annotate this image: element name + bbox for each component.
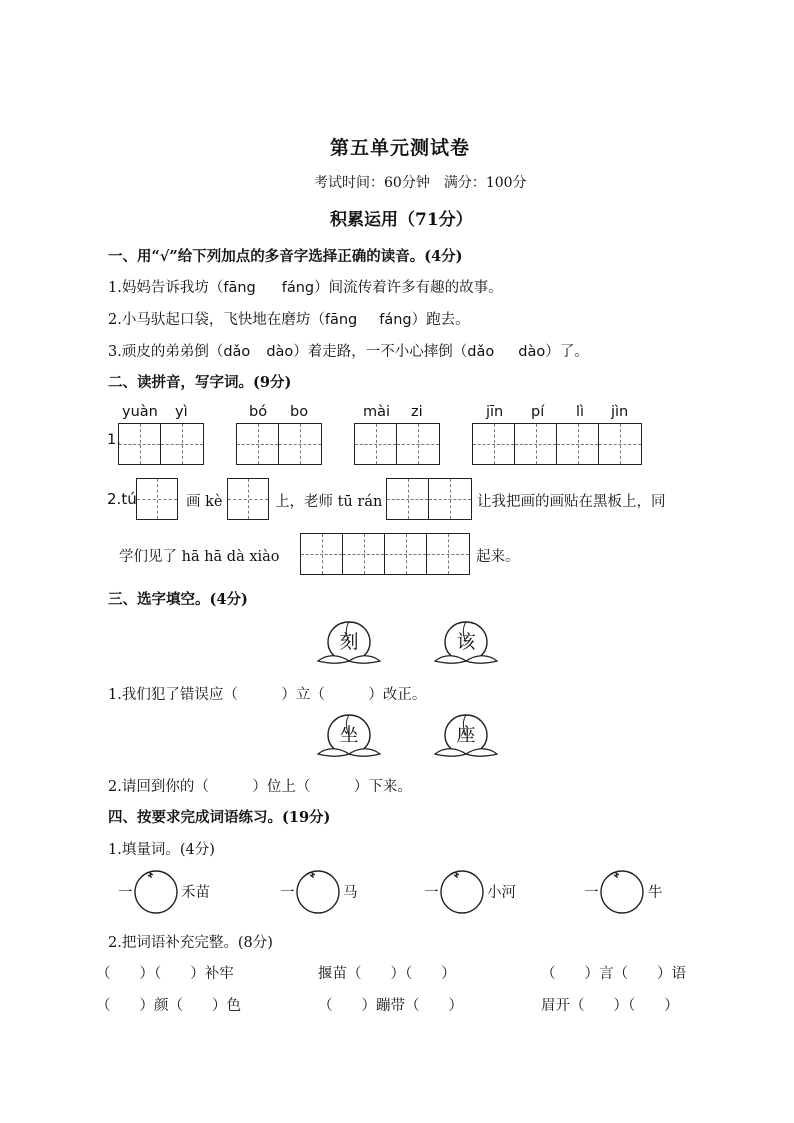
measure-noun: 小河	[487, 885, 516, 901]
q2-row2-text-ke: 画 kè	[186, 494, 223, 510]
measure-noun: 牛	[648, 885, 663, 901]
apple-icon	[295, 866, 345, 916]
q1-item-3-opt4[interactable]: dào	[518, 344, 546, 360]
pinyin-label: jīn	[486, 404, 504, 420]
pinyin-label: jìn	[611, 404, 629, 420]
q1-item-3-opt1[interactable]: dǎo	[223, 344, 251, 360]
tianzi-grid-maizi[interactable]	[354, 423, 440, 465]
idiom-fill-item[interactable]: 眉开（ ）（ ）	[541, 998, 679, 1014]
pinyin-label: yì	[175, 404, 188, 420]
apple-icon	[133, 866, 183, 916]
q1-item-3-before: 3.顽皮的弟弟倒（	[108, 344, 224, 360]
pinyin-label: pí	[531, 404, 545, 420]
q3-heading: 三、选字填空。(4分)	[108, 591, 248, 608]
measure-noun: 马	[343, 885, 358, 901]
q2-row2-text-turan: 上，老师 tū rán	[275, 494, 383, 510]
q3-sentence-2: 2.请回到你的（ ）位上（ ）下来。	[108, 779, 412, 795]
measure-prefix: 一	[424, 885, 439, 901]
measure-prefix: 一	[280, 885, 295, 901]
peach-char: 座	[456, 724, 476, 746]
q2-heading: 二、读拼音，写字词。(9分)	[108, 374, 292, 391]
q1-item-1	[108, 276, 503, 297]
q1-item-3	[108, 340, 589, 361]
measure-noun: 禾苗	[181, 885, 210, 901]
tianzi-grid-yuanyi[interactable]	[118, 423, 204, 465]
pinyin-label: zi	[411, 404, 423, 420]
q2-row3-text: 学们见了 hā hā dà xiào	[119, 549, 280, 565]
apple-answer-blank[interactable]	[599, 866, 649, 916]
pinyin-label: bó	[249, 404, 268, 420]
q1-item-2-opt2[interactable]: fáng	[379, 312, 412, 328]
q1-item-3-opt2[interactable]: dào	[266, 344, 294, 360]
tianzi-grid-jinpilijin[interactable]	[472, 423, 642, 465]
q1-item-2-opt1[interactable]: fāng	[324, 312, 358, 328]
peach-char: 刻	[339, 631, 359, 653]
q1-item-2-before: 2.小马驮起口袋，飞快地在磨坊（	[108, 312, 325, 328]
q1-item-3-after2: ）了。	[545, 344, 589, 360]
q1-item-2	[108, 308, 470, 329]
idiom-fill-item[interactable]: （ ）（ ）补牢	[96, 966, 234, 982]
measure-prefix: 一	[584, 885, 599, 901]
idiom-fill-item[interactable]: （ ）言（ ）语	[541, 966, 686, 982]
q4-sub1: 1.填量词。(4分)	[108, 842, 215, 858]
measure-prefix: 一	[118, 885, 133, 901]
idiom-fill-item[interactable]: 揠苗（ ）（ ）	[318, 966, 456, 982]
peach-char: 坐	[339, 724, 359, 746]
q2-row2-text-cont: 让我把画的画贴在黑板上，同	[477, 494, 666, 510]
q1-item-1-opt1[interactable]: fāng	[223, 280, 256, 296]
q4-heading: 四、按要求完成词语练习。(19分)	[108, 809, 331, 826]
section-title: 积累运用（71分）	[330, 210, 473, 230]
apple-answer-blank[interactable]	[439, 866, 489, 916]
q4-sub2: 2.把词语补充完整。(8分)	[108, 935, 273, 951]
tianzi-grid-ke[interactable]	[227, 478, 269, 520]
q2-row2-number: 2.tú	[107, 490, 137, 508]
q3-sentence-1: 1.我们犯了错误应（ ）立（ ）改正。	[108, 687, 427, 703]
q1-item-2-after: ）跑去。	[411, 312, 470, 328]
q1-item-1-after: ）间流传着许多有趣的故事。	[314, 280, 503, 296]
tianzi-grid-hahadaxiao[interactable]	[300, 533, 470, 575]
idiom-fill-item[interactable]: （ ）颜（ ）色	[96, 998, 241, 1014]
apple-answer-blank[interactable]	[133, 866, 183, 916]
page-title: 第五单元测试卷	[330, 137, 471, 159]
peach-option[interactable]	[314, 618, 384, 668]
q1-heading: 一、用“√”给下列加点的多音字选择正确的读音。(4分)	[108, 248, 463, 265]
tianzi-grid-turan[interactable]	[386, 478, 472, 520]
pinyin-label: lì	[576, 404, 585, 420]
idiom-fill-item[interactable]: （ ）蹦带（ ）	[318, 998, 463, 1014]
peach-option[interactable]	[431, 711, 501, 761]
peach-option[interactable]	[314, 711, 384, 761]
q1-item-3-after: ）着走路，一不小心摔倒（	[293, 344, 468, 360]
pinyin-label: yuàn	[122, 404, 158, 420]
apple-icon	[439, 866, 489, 916]
exam-info: 考试时间：60分钟 满分：100分	[314, 175, 527, 191]
q2-row3-end: 起来。	[476, 549, 520, 565]
peach-char: 该	[456, 631, 476, 653]
q1-item-3-opt3[interactable]: dǎo	[467, 344, 495, 360]
pinyin-label: bo	[290, 404, 309, 420]
q1-item-1-opt2[interactable]: fáng	[281, 280, 315, 296]
q1-item-1-before: 1.妈妈告诉我坊（	[108, 280, 224, 296]
apple-answer-blank[interactable]	[295, 866, 345, 916]
q2-row1-number: 1.	[107, 432, 121, 448]
peach-option[interactable]	[431, 618, 501, 668]
tianzi-grid-bobo[interactable]	[236, 423, 322, 465]
tianzi-grid-tu[interactable]	[136, 478, 178, 520]
pinyin-label: mài	[363, 404, 391, 420]
apple-icon	[599, 866, 649, 916]
